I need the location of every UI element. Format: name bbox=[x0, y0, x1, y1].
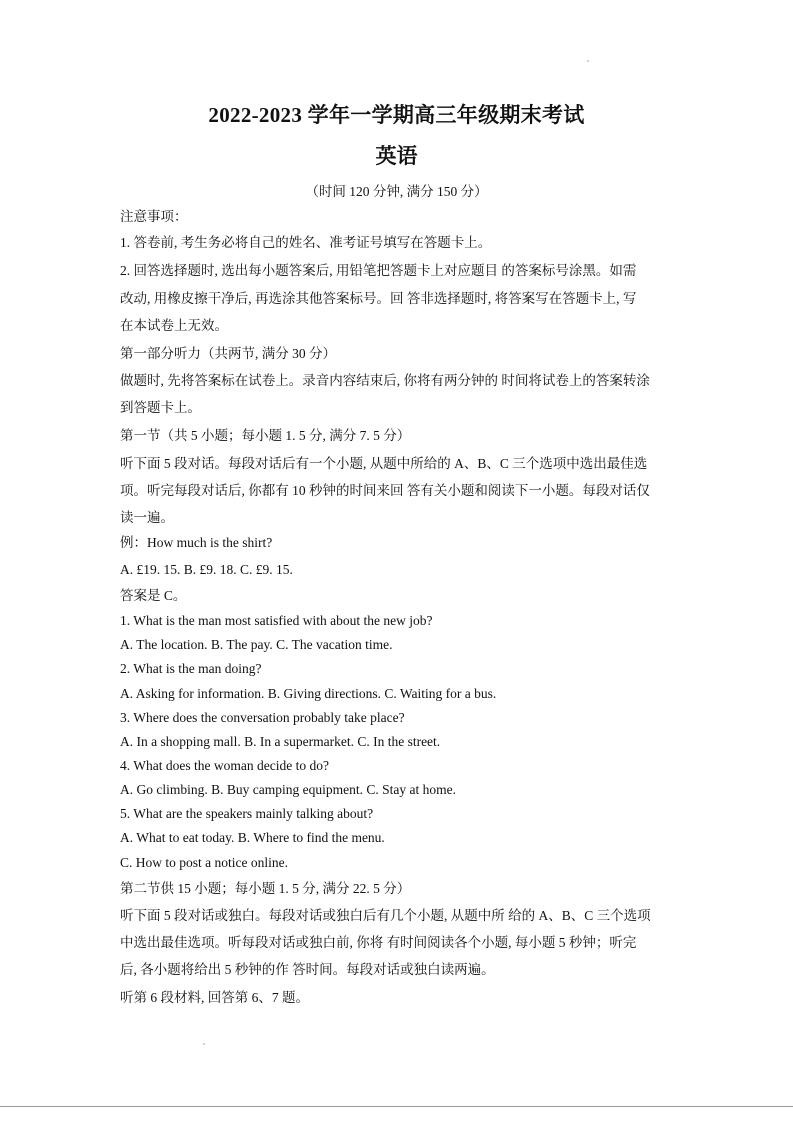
part-one-instruction-line-2: 到答题卡上。 bbox=[120, 400, 201, 415]
scan-speck bbox=[203, 1043, 205, 1045]
question-1-options: A. The location. B. The pay. C. The vacation time. bbox=[120, 637, 393, 652]
question-5-options-line-2: C. How to post a notice online. bbox=[120, 855, 288, 870]
example-options: A. £19. 15. B. £9. 18. C. £9. 15. bbox=[120, 562, 293, 577]
question-3: 3. Where does the conversation probably take place? bbox=[120, 710, 405, 725]
question-4: 4. What does the woman decide to do? bbox=[120, 758, 329, 773]
notice-item-2-line-3: 在本试卷上无效。 bbox=[120, 318, 228, 333]
exam-title: 2022-2023 学年一学期高三年级期末考试 bbox=[208, 103, 585, 127]
example-question: 例：How much is the shirt? bbox=[120, 535, 273, 550]
section-one-instruction-line-1: 听下面 5 段对话。每段对话后有一个小题, 从题中所给的 A、B、C 三个选项中选出最佳选 bbox=[120, 456, 648, 471]
subject-title: 英语 bbox=[375, 144, 418, 168]
part-one-instruction-line-1: 做题时, 先将答案标在试卷上。录音内容结束后, 你将有两分钟的 时间将试卷上的答案转涂 bbox=[120, 373, 650, 388]
material-6-instruction: 听第 6 段材料, 回答第 6、7 题。 bbox=[120, 990, 309, 1005]
example-answer: 答案是 C。 bbox=[120, 588, 187, 603]
question-2: 2. What is the man doing? bbox=[120, 661, 262, 676]
section-one-instruction-line-3: 读一遍。 bbox=[120, 510, 174, 525]
question-5: 5. What are the speakers mainly talking about? bbox=[120, 806, 374, 821]
question-3-options: A. In a shopping mall. B. In a supermarket. C. In the street. bbox=[120, 734, 441, 749]
question-1: 1. What is the man most satisfied with about the new job? bbox=[120, 613, 433, 628]
bottom-rule bbox=[0, 1106, 793, 1107]
section-two-instruction-line-2: 中选出最佳选项。听每段对话或独白前, 你将 有时间阅读各个小题, 每小题 5 秒钟；听完 bbox=[120, 935, 637, 950]
question-4-options: A. Go climbing. B. Buy camping equipment. C. Stay at home. bbox=[120, 782, 456, 797]
scan-speck bbox=[587, 60, 589, 62]
notice-item-1: 1. 答卷前, 考生务必将自己的姓名、准考证号填写在答题卡上。 bbox=[120, 235, 492, 250]
question-5-options-line-1: A. What to eat today. B. Where to find the menu. bbox=[120, 830, 385, 845]
part-one-heading: 第一部分听力（共两节, 满分 30 分） bbox=[120, 346, 336, 361]
section-two-heading: 第二节供 15 小题；每小题 1. 5 分, 满分 22. 5 分） bbox=[120, 881, 411, 896]
section-one-heading: 第一节（共 5 小题；每小题 1. 5 分, 满分 7. 5 分） bbox=[120, 428, 411, 443]
section-one-instruction-line-2: 项。听完每段对话后, 你都有 10 秒钟的时间来回 答有关小题和阅读下一小题。每段对话仅 bbox=[120, 483, 650, 498]
notice-heading: 注意事项： bbox=[120, 209, 188, 224]
question-2-options: A. Asking for information. B. Giving directions. C. Waiting for a bus. bbox=[120, 686, 497, 701]
section-two-instruction-line-1: 听下面 5 段对话或独白。每段对话或独白后有几个小题, 从题中所 给的 A、B、C 三个选项 bbox=[120, 908, 651, 923]
notice-item-2-line-2: 改动, 用橡皮擦干净后, 再选涂其他答案标号。回 答非选择题时, 将答案写在答题卡上, 写 bbox=[120, 291, 637, 306]
section-two-instruction-line-3: 后, 各小题将给出 5 秒钟的作 答时间。每段对话或独白读两遍。 bbox=[120, 962, 495, 977]
notice-item-2-line-1: 2. 回答选择题时, 选出每小题答案后, 用铅笔把答题卡上对应题目 的答案标号涂黑。如需 bbox=[120, 263, 637, 278]
exam-meta: （时间 120 分钟, 满分 150 分） bbox=[305, 184, 488, 199]
